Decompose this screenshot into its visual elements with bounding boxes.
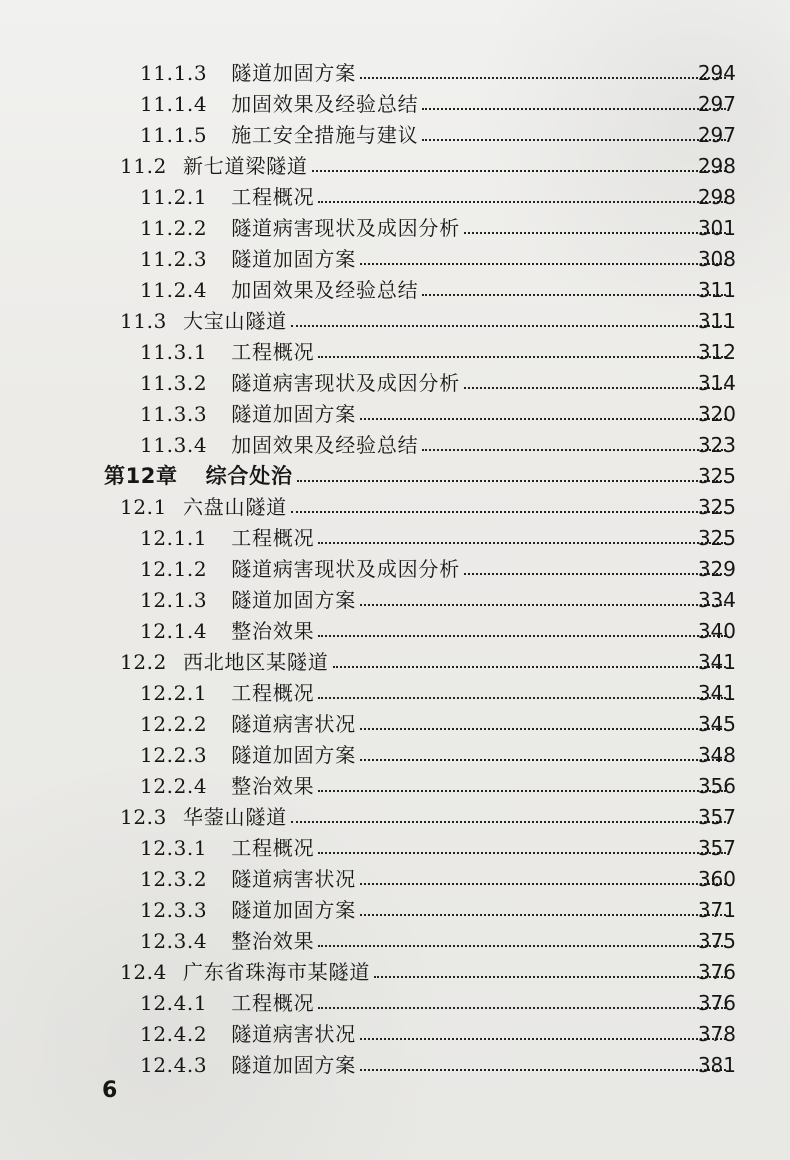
toc-entry-title: 隧道加固方案 [231,247,357,271]
toc-entry-page: 371 [697,898,736,922]
toc-entry-page: 311 [697,278,736,302]
toc-entry [0,120,790,151]
toc-entry-title: 西北地区某隧道 [182,650,329,674]
toc-entry-title: 隧道病害状况 [231,867,357,891]
dot-leader [360,914,726,916]
toc-entry [0,182,790,213]
toc-entry-number: 11.3 [120,309,167,333]
dot-leader [464,232,726,234]
dot-leader [333,666,726,668]
toc-entry [0,957,790,988]
toc-entry-title: 六盘山隧道 [182,495,287,519]
toc-entry-number: 11.3.4 [140,433,208,457]
dot-leader [422,294,726,296]
toc-entry-number: 12.2.4 [140,774,208,798]
toc-entry-number: 12.4.1 [140,991,208,1015]
toc-entry-page: 325 [697,526,736,550]
dot-leader [291,511,726,513]
toc-entry-page: 334 [697,588,736,612]
toc-entry [0,244,790,275]
toc-entry-number: 12.2.2 [140,712,208,736]
chapter-entry [0,461,790,492]
dot-leader [360,77,726,79]
toc-entry [0,647,790,678]
toc-entry-main [0,275,736,306]
chapter-title: 综合处治 [205,464,293,488]
dot-leader [422,449,726,451]
dot-leader [318,945,726,947]
dot-leader [360,728,726,730]
toc-entry [0,926,790,957]
toc-entry-number: 12.3.3 [140,898,208,922]
toc-entry [0,151,790,182]
toc-entry-number: 11.1.3 [140,61,208,85]
dot-leader [312,170,726,172]
toc-entry-main [0,833,736,864]
toc-entry-number: 11.2.1 [140,185,208,209]
toc-entry-main [0,399,736,430]
toc-entry-number: 12.2 [120,650,167,674]
toc-entry-main [0,616,736,647]
toc-entry-number: 12.1.4 [140,619,208,643]
toc-entry-main [0,244,736,275]
toc-entry [0,337,790,368]
toc-entry-title: 整治效果 [231,774,315,798]
toc-entry [0,1019,790,1050]
toc-entry-number: 11.3.2 [140,371,208,395]
toc-entry-title: 隧道病害现状及成因分析 [231,216,461,240]
toc-entry-main [0,1019,736,1050]
dot-leader [318,201,726,203]
toc-entry-main [0,926,736,957]
toc-entry-title: 隧道病害现状及成因分析 [231,557,461,581]
toc-entry-title: 隧道加固方案 [231,61,357,85]
toc-entry-page: 298 [697,185,736,209]
toc-entry [0,616,790,647]
toc-entry-page: 340 [697,619,736,643]
footer-page-number: 6 [102,1078,118,1103]
dot-leader [291,325,726,327]
toc-entry-title: 工程概况 [231,836,315,860]
toc-entry-number: 12.3.1 [140,836,208,860]
toc-entry-main [0,771,736,802]
toc-entry-main [0,802,736,833]
toc-entry [0,709,790,740]
toc-entry [0,492,790,523]
toc-entry-main [0,585,736,616]
toc-entry-page: 297 [697,92,736,116]
toc-entry-main [0,957,736,988]
dot-leader [318,852,726,854]
toc-entry-main [0,120,736,151]
toc-entry-number: 12.2.1 [140,681,208,705]
toc-entry-page: 345 [697,712,736,736]
toc-entry-title: 隧道病害状况 [231,1022,357,1046]
dot-leader [297,480,726,482]
toc-entry-title: 华蓥山隧道 [182,805,287,829]
toc-entry-title: 新七道梁隧道 [182,154,308,178]
dot-leader [374,976,726,978]
toc-entry-page: 341 [697,650,736,674]
chapter-entry-main [0,461,736,492]
toc-entry-title: 隧道病害状况 [231,712,357,736]
toc-entry-main [0,58,736,89]
dot-leader [464,573,726,575]
toc-entry-number: 12.3.2 [140,867,208,891]
toc-entry-page: 298 [697,154,736,178]
toc-entry-number: 12.3 [120,805,167,829]
dot-leader [360,1038,726,1040]
toc-entry [0,678,790,709]
toc-entry-page: 356 [697,774,736,798]
toc-entry-number: 12.1.3 [140,588,208,612]
toc-entry-number: 11.1.4 [140,92,208,116]
dot-leader [422,108,726,110]
toc-entry-page: 297 [697,123,736,147]
toc-entry-number: 12.2.3 [140,743,208,767]
toc-entry-number: 12.1.2 [140,557,208,581]
toc-entry-number: 12.4.2 [140,1022,208,1046]
toc-entry [0,833,790,864]
toc-entry [0,213,790,244]
dot-leader [318,790,726,792]
toc-entry-number: 11.2.4 [140,278,208,302]
toc-entry-number: 11.3.3 [140,402,208,426]
toc-entry-main [0,988,736,1019]
toc-entry-page: 357 [697,836,736,860]
toc-entry-title: 工程概况 [231,185,315,209]
toc-entry-number: 12.1.1 [140,526,208,550]
toc-entry-main [0,523,736,554]
dot-leader [318,635,726,637]
dot-leader [360,759,726,761]
toc-entry [0,275,790,306]
toc-entry-number: 12.4.3 [140,1053,208,1077]
dot-leader [360,604,726,606]
toc-entry-main [0,213,736,244]
toc-entry-main [0,554,736,585]
toc-entry [0,58,790,89]
toc-entry-page: 378 [697,1022,736,1046]
toc-entry [0,585,790,616]
toc-entry-page: 376 [697,960,736,984]
toc-entry-title: 隧道加固方案 [231,743,357,767]
toc-entry-number: 12.4 [120,960,167,984]
toc-entry-page: 329 [697,557,736,581]
dot-leader [360,1069,726,1071]
toc-entry [0,368,790,399]
toc-entry-main [0,895,736,926]
toc-entry-main [0,492,736,523]
toc-entry-title: 隧道加固方案 [231,402,357,426]
toc-entry-page: 320 [697,402,736,426]
toc-entry-main [0,430,736,461]
toc-entry [0,864,790,895]
toc-entry-title: 加固效果及经验总结 [231,278,419,302]
toc-entry-number: 11.1.5 [140,123,208,147]
dot-leader [318,356,726,358]
toc-entry-number: 11.2.2 [140,216,208,240]
dot-leader [318,697,726,699]
toc-entry-title: 隧道加固方案 [231,898,357,922]
toc-entry-number: 12.3.4 [140,929,208,953]
dot-leader [464,387,726,389]
toc-entry-main [0,1050,736,1081]
toc-entry-main [0,337,736,368]
toc-entry [0,771,790,802]
toc-entry-title: 加固效果及经验总结 [231,433,419,457]
toc-entry [0,89,790,120]
toc-entry-title: 隧道加固方案 [231,588,357,612]
chapter-number: 第12章 [104,464,178,488]
toc-entry-title: 广东省珠海市某隧道 [182,960,371,984]
toc-entry [0,399,790,430]
toc-entry-title: 工程概况 [231,991,315,1015]
toc-entry-title: 整治效果 [231,619,315,643]
chapter-page: 325 [697,464,736,488]
toc-entry-main [0,368,736,399]
toc-entry-page: 325 [697,495,736,519]
toc-entry-main [0,647,736,678]
toc-entry-page: 341 [697,681,736,705]
toc-entry-page: 312 [697,340,736,364]
toc-entry-page: 360 [697,867,736,891]
dot-leader [360,263,726,265]
toc-entry-page: 375 [697,929,736,953]
toc-entry [0,740,790,771]
toc-entry-page: 311 [697,309,736,333]
toc-entry-title: 隧道病害现状及成因分析 [231,371,461,395]
toc-entry-page: 294 [697,61,736,85]
toc-entry-page: 301 [697,216,736,240]
table-of-contents [0,58,790,1081]
toc-entry-page: 376 [697,991,736,1015]
toc-entry-title: 加固效果及经验总结 [231,92,419,116]
toc-entry-page: 348 [697,743,736,767]
toc-entry-main [0,740,736,771]
toc-entry-main [0,306,736,337]
toc-entry [0,895,790,926]
dot-leader [360,418,726,420]
toc-entry [0,554,790,585]
toc-entry-page: 308 [697,247,736,271]
toc-entry-number: 11.2 [120,154,167,178]
toc-entry-title: 施工安全措施与建议 [231,123,419,147]
toc-entry [0,523,790,554]
dot-leader [360,883,726,885]
dot-leader [291,821,726,823]
toc-entry [0,802,790,833]
toc-entry-title: 整治效果 [231,929,315,953]
toc-entry-title: 工程概况 [231,340,315,364]
toc-entry-number: 11.3.1 [140,340,208,364]
toc-entry-page: 381 [697,1053,736,1077]
toc-entry-page: 357 [697,805,736,829]
toc-entry-page: 323 [697,433,736,457]
toc-entry [0,430,790,461]
toc-entry-title: 工程概况 [231,526,315,550]
toc-entry-main [0,678,736,709]
toc-entry-number: 12.1 [120,495,167,519]
toc-entry-page: 314 [697,371,736,395]
toc-entry-title: 工程概况 [231,681,315,705]
toc-entry-title: 大宝山隧道 [182,309,287,333]
toc-entry [0,1050,790,1081]
toc-entry-main [0,89,736,120]
dot-leader [318,1007,726,1009]
dot-leader [318,542,726,544]
toc-entry-main [0,709,736,740]
toc-entry-number: 11.2.3 [140,247,208,271]
toc-entry [0,988,790,1019]
dot-leader [422,139,726,141]
toc-entry-main [0,151,736,182]
toc-entry-main [0,182,736,213]
toc-entry-title: 隧道加固方案 [231,1053,357,1077]
toc-entry-main [0,864,736,895]
toc-entry [0,306,790,337]
